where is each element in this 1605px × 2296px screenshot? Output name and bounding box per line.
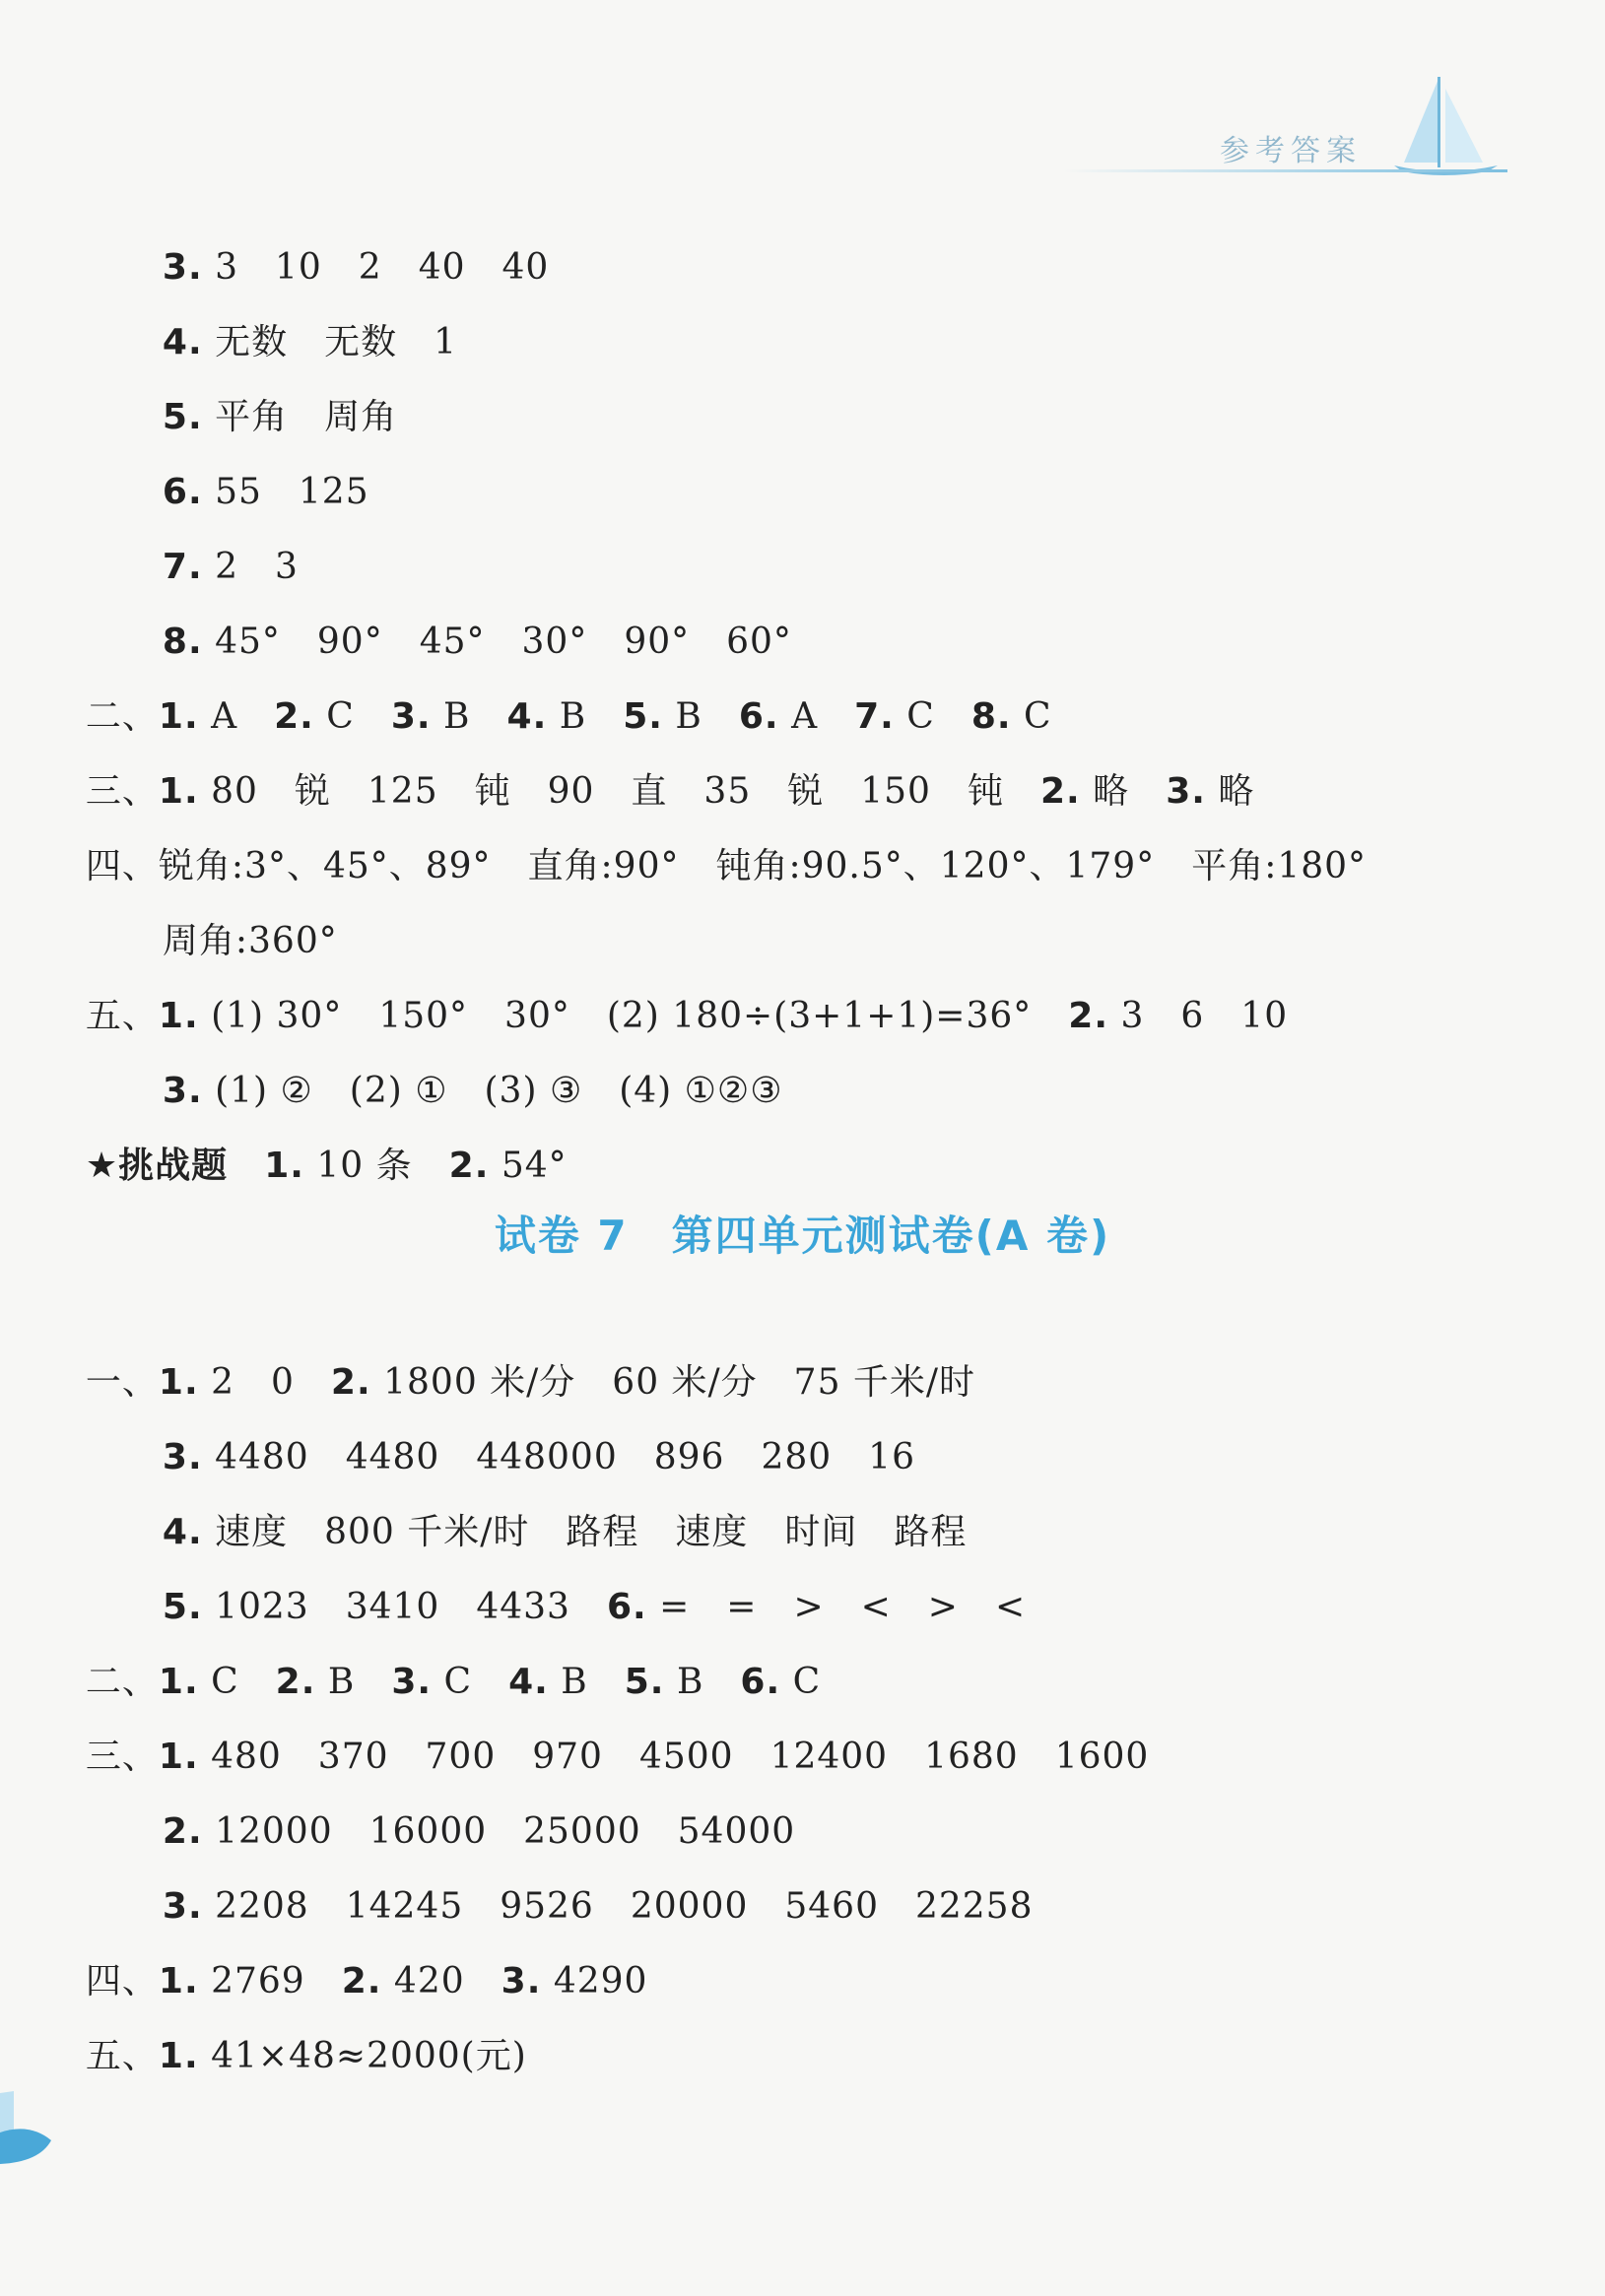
answer-line: 四、锐角:3°、45°、89° 直角:90° 钝角:90.5°、120°、179° 平角:180°: [85, 846, 1368, 886]
answer-line: 一、1. 2 0 2. 1800 米/分 60 米/分 75 千米/时: [85, 1362, 976, 1403]
answer-line: ★挑战题 1. 10 条 2. 54°: [85, 1146, 568, 1186]
answer-line: 3. 4480 4480 448000 896 280 16: [162, 1437, 915, 1477]
section-title: 试卷 7 第四单元测试卷(A 卷): [494, 1212, 1111, 1260]
answer-line: 3. (1) ② (2) ① (3) ③ (4) ①②③: [162, 1071, 783, 1111]
answer-line: 3. 3 10 2 40 40: [162, 247, 550, 288]
answer-line: 3. 2208 14245 9526 20000 5460 22258: [162, 1886, 1034, 1927]
header-divider: [1064, 169, 1507, 172]
answer-line: 五、1. (1) 30° 150° 30° (2) 180÷(3+1+1)=36° 2. 3 6 10: [85, 996, 1289, 1036]
answer-line: 8. 45° 90° 45° 30° 90° 60°: [162, 622, 792, 662]
answer-line: 2. 12000 16000 25000 54000: [162, 1811, 796, 1852]
answer-line: 周角:360°: [162, 921, 338, 961]
answer-line: 二、1. A 2. C 3. B 4. B 5. B 6. A 7. C 8. C: [85, 696, 1052, 737]
answer-line: 三、1. 480 370 700 970 4500 12400 1680 1600: [85, 1737, 1150, 1777]
answer-line: 四、1. 2769 2. 420 3. 4290: [85, 1961, 648, 2001]
answer-line: 5. 平角 周角: [162, 397, 398, 437]
answer-line: 三、1. 80 锐 125 钝 90 直 35 锐 150 钝 2. 略 3. 略: [85, 771, 1255, 812]
sailboat-logo-icon: [1384, 69, 1503, 177]
answer-line: 二、1. C 2. B 3. C 4. B 5. B 6. C: [85, 1662, 822, 1702]
answer-line: 5. 1023 3410 4433 6. = = > < > <: [162, 1587, 1027, 1627]
answer-line: 4. 速度 800 千米/时 路程 速度 时间 路程: [162, 1512, 968, 1552]
answer-line: 五、1. 41×48≈2000(元): [85, 2036, 527, 2076]
answer-line: 4. 无数 无数 1: [162, 322, 457, 362]
answer-line: 7. 2 3: [162, 547, 299, 587]
answer-line: 6. 55 125: [162, 472, 369, 512]
challenge-label: ★挑战题: [85, 1146, 229, 1186]
sailboat-corner-icon: [0, 2064, 59, 2172]
header-label: 参考答案: [1220, 134, 1362, 168]
